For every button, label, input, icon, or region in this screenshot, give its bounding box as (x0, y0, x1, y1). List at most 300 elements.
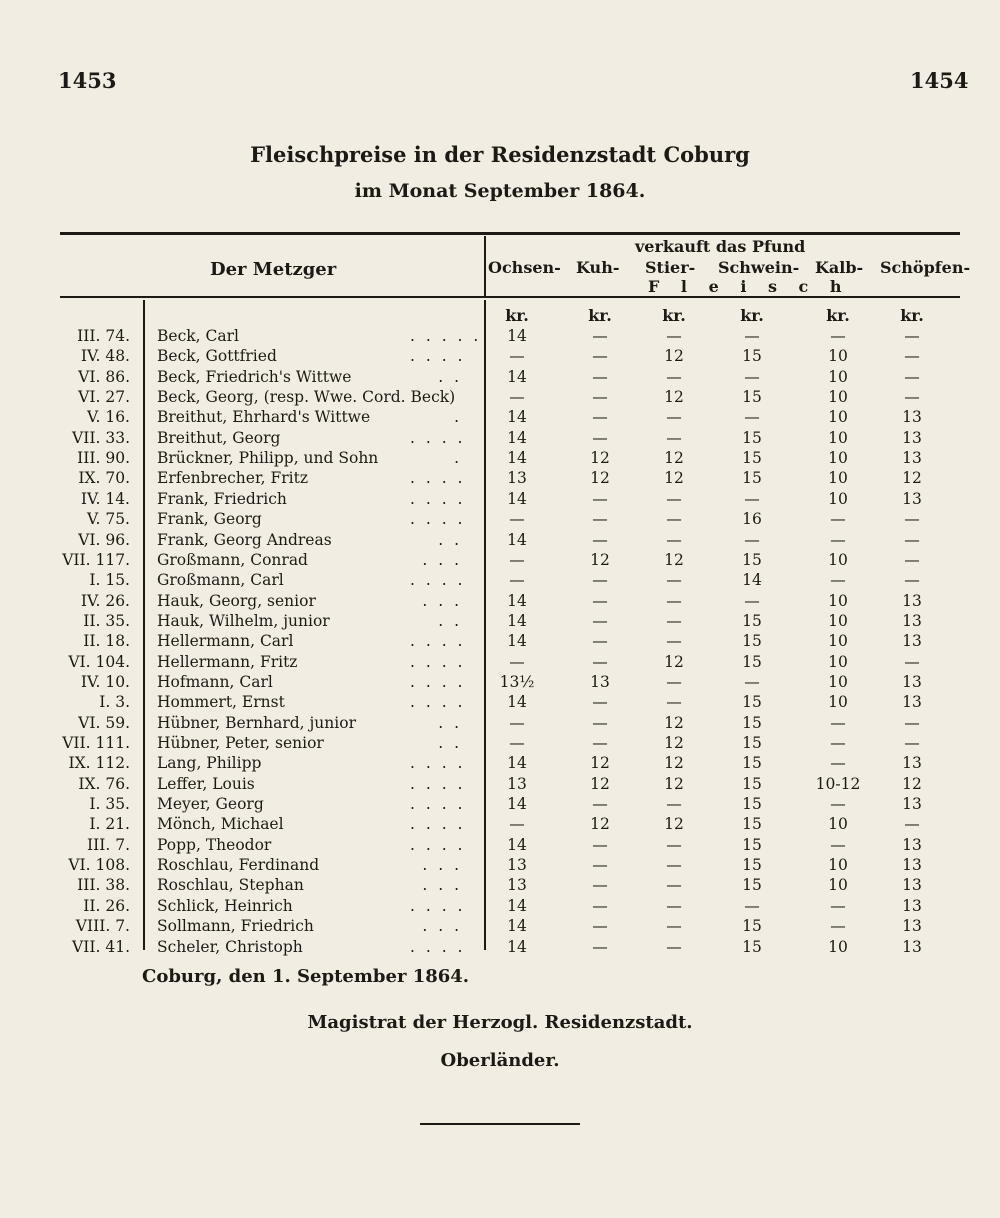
price-cell: — (666, 591, 682, 610)
price-cell: 15 (742, 428, 762, 447)
leader-dots: . . (438, 367, 462, 386)
price-cell: 13½ (499, 672, 535, 691)
butcher-name: Meyer, Georg (157, 795, 264, 814)
price-cell: 12 (664, 754, 684, 773)
price-cell: 14 (507, 937, 527, 956)
butcher-name: Mönch, Michael (157, 815, 284, 834)
price-cell: — (592, 591, 608, 610)
price-cell: — (666, 672, 682, 691)
butcher-name: Roschlau, Stephan (157, 876, 304, 895)
price-cell: — (592, 489, 608, 508)
table-row (0, 875, 1000, 895)
page-number-right: 1454 (910, 68, 969, 93)
price-cell: 14 (507, 408, 527, 427)
price-cell: 13 (507, 774, 527, 793)
price-cell: 13 (590, 672, 610, 691)
district-number: I. 3. (99, 693, 130, 712)
price-cell: — (592, 917, 608, 936)
price-cell: 12 (664, 734, 684, 752)
price-cell: — (666, 611, 682, 630)
document-title: Fleischpreise in der Residenzstadt Coburg (250, 142, 750, 167)
price-cell: — (592, 510, 608, 529)
price-cell: 13 (902, 896, 922, 915)
price-cell: 10 (828, 489, 848, 508)
butcher-name: Hübner, Bernhard, junior (157, 713, 356, 732)
price-cell: — (592, 367, 608, 386)
price-cell: 15 (742, 469, 762, 488)
unit-stier: kr. (662, 306, 686, 325)
district-number: VII. 41. (72, 937, 130, 956)
leader-dots: . . . . . (410, 327, 482, 345)
leader-dots: . (454, 449, 462, 468)
price-cell: — (592, 693, 608, 712)
document-subtitle: im Monat September 1864. (354, 180, 646, 202)
price-cell: — (904, 367, 920, 386)
price-cell: 14 (507, 795, 527, 814)
price-cell: 13 (902, 795, 922, 814)
table-row (0, 550, 1000, 570)
price-cell: — (744, 530, 760, 549)
price-cell: 13 (902, 876, 922, 895)
price-cell: — (509, 734, 525, 752)
price-cell: 15 (742, 449, 762, 468)
price-cell: — (592, 327, 608, 345)
price-cell: 15 (742, 388, 762, 407)
district-number: V. 16. (87, 408, 130, 427)
price-cell: 10 (828, 611, 848, 630)
table-row (0, 428, 1000, 448)
price-cell: — (509, 571, 525, 590)
price-cell: 14 (507, 449, 527, 468)
price-cell: 12 (664, 815, 684, 834)
price-cell: — (592, 795, 608, 814)
header-col-ochsen: Ochsen- (488, 258, 561, 277)
district-number: IX. 112. (68, 754, 130, 773)
price-cell: — (830, 795, 846, 814)
price-cell: 10 (828, 672, 848, 691)
price-cell: — (830, 571, 846, 590)
district-number: IV. 26. (80, 591, 130, 610)
table-row (0, 692, 1000, 712)
price-cell: 14 (507, 754, 527, 773)
price-cell: 10 (828, 469, 848, 488)
butcher-name: Sollmann, Friedrich (157, 917, 314, 936)
butcher-name: Großmann, Conrad (157, 550, 308, 569)
table-row (0, 713, 1000, 733)
price-cell: — (904, 347, 920, 366)
leader-dots: . . . . (410, 937, 466, 956)
footer-authority: Magistrat der Herzogl. Residenzstadt. (307, 1012, 693, 1033)
price-cell: 13 (902, 672, 922, 691)
leader-dots: . . . . (410, 672, 466, 691)
price-cell: — (592, 347, 608, 366)
table-row (0, 346, 1000, 366)
leader-dots: . . . (422, 856, 462, 875)
price-cell: 12 (664, 388, 684, 407)
price-cell: 15 (742, 774, 762, 793)
price-cell: 13 (902, 449, 922, 468)
price-cell: 14 (507, 591, 527, 610)
price-cell: 12 (664, 449, 684, 468)
table-row (0, 814, 1000, 834)
table-row (0, 468, 1000, 488)
header-divider (484, 236, 486, 296)
price-cell: 13 (902, 835, 922, 854)
butcher-name: Brückner, Philipp, und Sohn (157, 449, 379, 468)
unit-kalb: kr. (826, 306, 850, 325)
price-cell: 13 (507, 856, 527, 875)
district-number: I. 35. (89, 795, 130, 814)
leader-dots: . . (438, 713, 462, 732)
price-cell: — (830, 327, 846, 345)
leader-dots: . (454, 408, 462, 427)
price-cell: 13 (902, 408, 922, 427)
price-cell: 12 (664, 774, 684, 793)
price-cell: 10 (828, 652, 848, 671)
price-cell: 13 (902, 428, 922, 447)
butcher-name: Erfenbrecher, Fritz (157, 469, 309, 488)
leader-dots: . . . . (410, 469, 466, 488)
price-cell: 12 (902, 774, 922, 793)
butcher-name: Beck, Gottfried (157, 347, 277, 366)
price-cell: 10 (828, 367, 848, 386)
butcher-name: Frank, Friedrich (157, 489, 287, 508)
butcher-name: Leffer, Louis (157, 774, 255, 793)
leader-dots: . . . (422, 550, 462, 569)
district-number: IX. 76. (78, 774, 130, 793)
price-cell: — (830, 713, 846, 732)
price-cell: 13 (902, 754, 922, 773)
price-cell: 14 (507, 611, 527, 630)
price-cell: — (592, 896, 608, 915)
price-cell: — (830, 754, 846, 773)
butcher-name: Popp, Theodor (157, 835, 272, 854)
price-cell: 14 (507, 917, 527, 936)
price-cell: 10 (828, 815, 848, 834)
table-row (0, 407, 1000, 427)
district-number: V. 75. (87, 510, 130, 529)
price-cell: 12 (590, 550, 610, 569)
district-number: VII. 33. (72, 428, 130, 447)
price-cell: 14 (507, 367, 527, 386)
table-row (0, 835, 1000, 855)
price-cell: — (666, 937, 682, 956)
table-row (0, 855, 1000, 875)
price-cell: 14 (507, 530, 527, 549)
header-col-kalb: Kalb- (815, 258, 864, 277)
price-cell: — (666, 408, 682, 427)
price-cell: 15 (742, 550, 762, 569)
butcher-name: Frank, Georg (157, 510, 262, 529)
price-cell: — (509, 550, 525, 569)
price-cell: 10 (828, 856, 848, 875)
unit-ochsen: kr. (505, 306, 529, 325)
price-cell: 14 (507, 835, 527, 854)
table-row (0, 367, 1000, 387)
price-cell: 13 (902, 611, 922, 630)
price-cell: — (666, 571, 682, 590)
district-number: VI. 59. (78, 713, 130, 732)
price-cell: 12 (590, 449, 610, 468)
price-cell: 10 (828, 693, 848, 712)
leader-dots: . . . . (410, 693, 466, 712)
district-number: III. 7. (86, 835, 130, 854)
page-number-left: 1453 (58, 68, 117, 93)
table-row (0, 753, 1000, 773)
table-row (0, 631, 1000, 651)
price-cell: 12 (590, 774, 610, 793)
price-cell: — (904, 652, 920, 671)
price-cell: 15 (742, 856, 762, 875)
butcher-name: Hofmann, Carl (157, 672, 273, 691)
district-number: IV. 48. (80, 347, 130, 366)
price-cell: 12 (590, 469, 610, 488)
price-cell: 15 (742, 652, 762, 671)
price-cell: 13 (507, 469, 527, 488)
district-number: VI. 86. (78, 367, 130, 386)
price-cell: — (592, 734, 608, 752)
unit-schwein: kr. (740, 306, 764, 325)
price-cell: — (592, 876, 608, 895)
price-cell: 12 (902, 469, 922, 488)
price-cell: 12 (664, 347, 684, 366)
price-cell: — (904, 734, 920, 752)
price-cell: — (592, 428, 608, 447)
price-cell: 15 (742, 693, 762, 712)
price-cell: — (666, 917, 682, 936)
price-cell: 10 (828, 408, 848, 427)
footer-date: Coburg, den 1. September 1864. (142, 966, 470, 987)
butcher-name: Großmann, Carl (157, 571, 284, 590)
header-col-stier: Stier- (645, 258, 696, 277)
price-cell: — (592, 652, 608, 671)
leader-dots: . . . . (410, 632, 466, 651)
price-cell: — (904, 571, 920, 590)
district-number: VI. 96. (78, 530, 130, 549)
price-cell: — (509, 713, 525, 732)
butcher-name: Hauk, Georg, senior (157, 591, 316, 610)
price-cell: — (904, 713, 920, 732)
leader-dots: . . . . (410, 571, 466, 590)
price-cell: — (830, 510, 846, 529)
price-cell: 14 (507, 489, 527, 508)
price-cell: 15 (742, 632, 762, 651)
price-cell: 15 (742, 876, 762, 895)
footer-signature: Oberländer. (440, 1050, 560, 1071)
price-cell: 10 (828, 876, 848, 895)
price-cell: — (509, 652, 525, 671)
price-cell: — (904, 510, 920, 529)
leader-dots: . . . . (410, 835, 466, 854)
leader-dots: . . . . (410, 489, 466, 508)
price-cell: — (666, 530, 682, 549)
table-header-rule (60, 296, 960, 298)
price-cell: 15 (742, 734, 762, 752)
table-row (0, 733, 1000, 753)
leader-dots: . . (438, 734, 462, 752)
district-number: VII. 117. (62, 550, 130, 569)
price-cell: 10-12 (815, 774, 861, 793)
price-cell: 15 (742, 795, 762, 814)
butcher-name: Hellermann, Fritz (157, 652, 298, 671)
table-row (0, 611, 1000, 631)
district-number: II. 26. (83, 896, 130, 915)
table-row (0, 326, 1000, 346)
header-col-schwein: Schwein- (718, 258, 800, 277)
price-cell: — (904, 327, 920, 345)
unit-kuh: kr. (588, 306, 612, 325)
table-row (0, 530, 1000, 550)
price-cell: 10 (828, 347, 848, 366)
price-cell: 10 (828, 937, 848, 956)
price-cell: 14 (507, 693, 527, 712)
price-cell: 13 (902, 917, 922, 936)
price-cell: 15 (742, 917, 762, 936)
price-cell: 12 (664, 652, 684, 671)
district-number: II. 18. (83, 632, 130, 651)
district-number: I. 15. (89, 571, 130, 590)
price-cell: 10 (828, 388, 848, 407)
price-cell: — (592, 571, 608, 590)
price-cell: — (592, 835, 608, 854)
price-cell: — (744, 672, 760, 691)
district-number: III. 74. (77, 327, 130, 345)
district-number: VIII. 7. (75, 917, 130, 936)
table-row (0, 489, 1000, 509)
price-cell: — (904, 530, 920, 549)
price-cell: 14 (507, 632, 527, 651)
price-cell: — (666, 510, 682, 529)
header-verkauft: verkauft das Pfund (635, 237, 806, 256)
price-cell: — (592, 611, 608, 630)
price-cell: 13 (507, 876, 527, 895)
price-cell: 10 (828, 428, 848, 447)
butcher-name: Hommert, Ernst (157, 693, 285, 712)
price-cell: — (592, 388, 608, 407)
leader-dots: . . . . (410, 795, 466, 814)
price-cell: — (830, 734, 846, 752)
table-row (0, 774, 1000, 794)
price-cell: — (666, 835, 682, 854)
price-cell: 12 (664, 469, 684, 488)
price-cell: 16 (742, 510, 762, 529)
leader-dots: . . . . (410, 754, 466, 773)
price-cell: 13 (902, 937, 922, 956)
table-row (0, 794, 1000, 814)
leader-dots: . . (438, 530, 462, 549)
price-cell: — (744, 489, 760, 508)
district-number: IX. 70. (78, 469, 130, 488)
butcher-name: Breithut, Ehrhard's Wittwe (157, 408, 371, 427)
price-cell: 15 (742, 835, 762, 854)
price-cell: — (666, 367, 682, 386)
price-cell: — (592, 856, 608, 875)
price-cell: 10 (828, 632, 848, 651)
district-number: I. 21. (89, 815, 130, 834)
leader-dots: . . . . (410, 815, 466, 834)
price-cell: — (666, 327, 682, 345)
leader-dots: . . . . (410, 510, 466, 529)
price-cell: — (744, 408, 760, 427)
header-col-schoepfen: Schöpfen- (880, 258, 971, 277)
butcher-name: Roschlau, Ferdinand (157, 856, 320, 875)
price-cell: — (666, 876, 682, 895)
leader-dots: . . . (422, 917, 462, 936)
price-cell: 12 (664, 550, 684, 569)
butcher-name: Frank, Georg Andreas (157, 530, 332, 549)
district-number: III. 38. (77, 876, 130, 895)
butcher-name: Hellermann, Carl (157, 632, 294, 651)
table-row (0, 570, 1000, 590)
butcher-name: Breithut, Georg (157, 428, 281, 447)
price-cell: — (830, 896, 846, 915)
price-cell: 10 (828, 550, 848, 569)
price-cell: — (830, 917, 846, 936)
table-row (0, 448, 1000, 468)
district-number: II. 35. (83, 611, 130, 630)
price-cell: — (830, 530, 846, 549)
butcher-name: Hübner, Peter, senior (157, 734, 324, 752)
price-cell: 14 (507, 896, 527, 915)
header-metzger: Der Metzger (210, 259, 337, 280)
price-cell: — (904, 550, 920, 569)
price-cell: — (509, 347, 525, 366)
leader-dots: . . (438, 611, 462, 630)
price-cell: — (666, 428, 682, 447)
butcher-name: Scheler, Christoph (157, 937, 303, 956)
district-number: IV. 14. (80, 489, 130, 508)
price-cell: 15 (742, 347, 762, 366)
price-cell: — (509, 388, 525, 407)
price-cell: 15 (742, 754, 762, 773)
price-cell: 12 (664, 713, 684, 732)
header-col-kuh: Kuh- (576, 258, 620, 277)
footer-rule (420, 1123, 580, 1125)
leader-dots: . . . . (410, 347, 466, 366)
leader-dots: . . . . (410, 896, 466, 915)
price-cell: — (666, 693, 682, 712)
price-cell: 14 (742, 571, 762, 590)
district-number: IV. 10. (80, 672, 130, 691)
price-cell: 10 (828, 449, 848, 468)
price-cell: — (666, 632, 682, 651)
price-cell: — (592, 408, 608, 427)
table-row (0, 591, 1000, 611)
district-number: VII. 111. (62, 734, 130, 752)
price-cell: — (592, 530, 608, 549)
table-row (0, 937, 1000, 957)
price-cell: — (744, 327, 760, 345)
price-cell: — (666, 896, 682, 915)
butcher-name: Lang, Philipp (157, 754, 262, 773)
table-row (0, 916, 1000, 936)
price-cell: 13 (902, 591, 922, 610)
price-cell: — (509, 815, 525, 834)
table-row (0, 509, 1000, 529)
price-cell: 15 (742, 815, 762, 834)
price-cell: 10 (828, 591, 848, 610)
price-cell: — (666, 489, 682, 508)
table-row (0, 896, 1000, 916)
price-cell: — (744, 367, 760, 386)
price-cell: — (830, 835, 846, 854)
price-cell: 15 (742, 713, 762, 732)
price-cell: — (744, 896, 760, 915)
table-row (0, 672, 1000, 692)
table-top-rule (60, 232, 960, 235)
price-cell: — (592, 937, 608, 956)
price-cell: 13 (902, 632, 922, 651)
